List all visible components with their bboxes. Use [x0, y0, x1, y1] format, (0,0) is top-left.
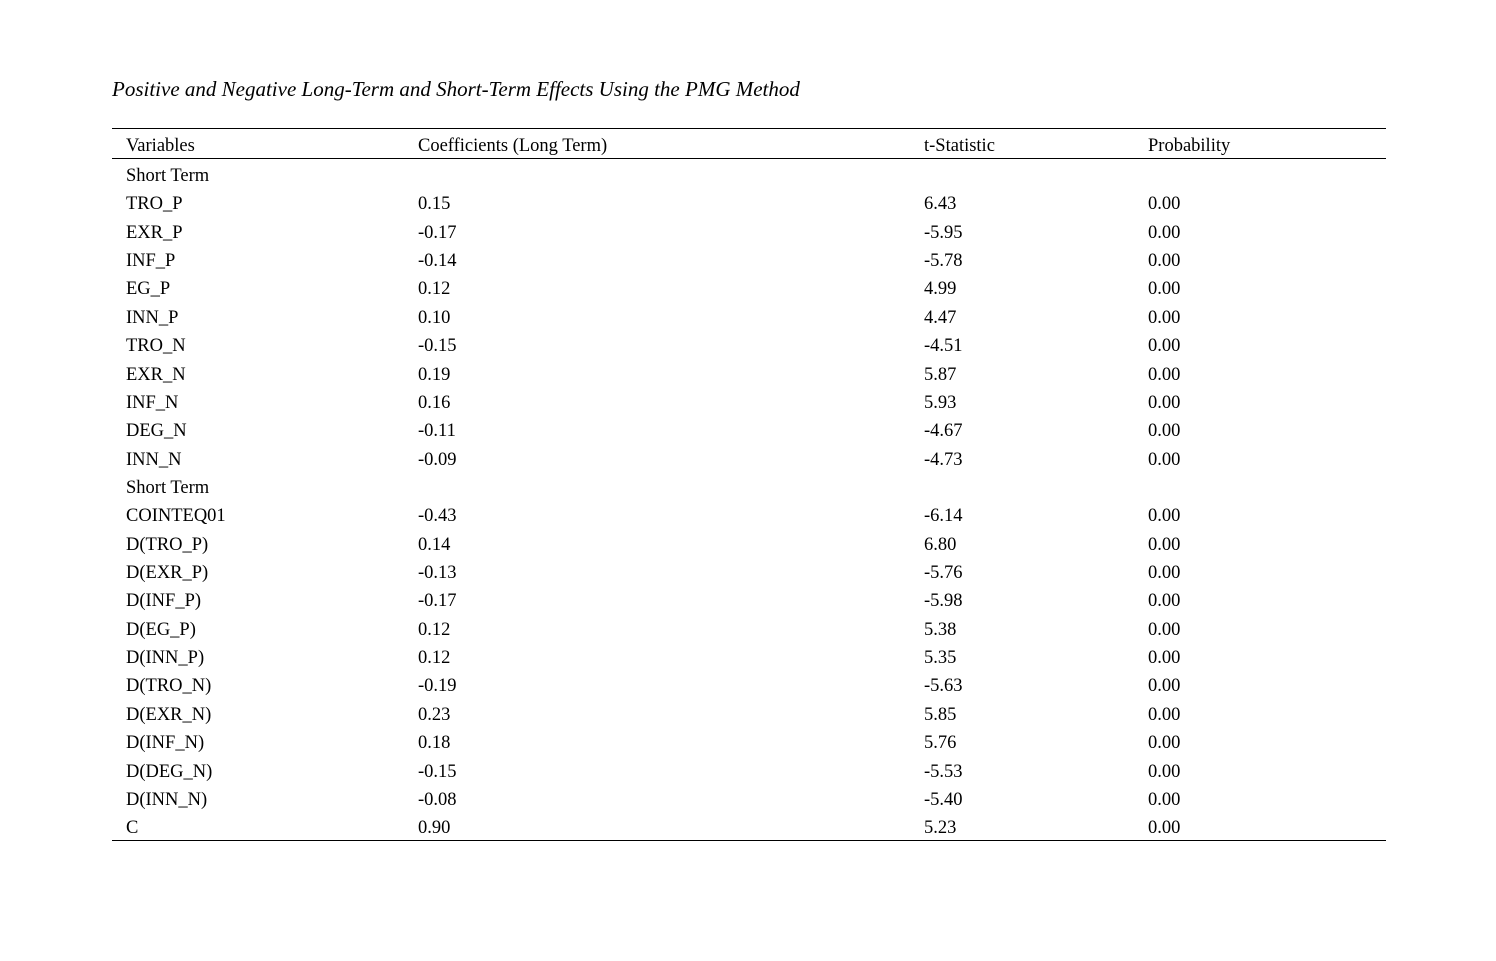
cell-variable: DEG_N [126, 421, 187, 442]
cell-coefficient: 0.10 [418, 307, 451, 328]
cell-probability: 0.00 [1148, 251, 1181, 272]
table-row [112, 244, 1386, 272]
cell-variable: EXR_N [126, 364, 186, 385]
cell-coefficient: -0.15 [418, 761, 457, 782]
table-row [112, 698, 1386, 726]
cell-probability: 0.00 [1148, 421, 1181, 442]
cell-variable: EXR_P [126, 222, 183, 243]
header-variables: Variables [126, 136, 195, 156]
cell-variable: INN_N [126, 449, 182, 470]
cell-coefficient: 0.12 [418, 648, 451, 669]
cell-probability: 0.00 [1148, 336, 1181, 357]
cell-coefficient: 0.19 [418, 364, 451, 385]
cell-probability: 0.00 [1148, 648, 1181, 669]
cell-t-statistic: -4.73 [924, 449, 963, 470]
cell-coefficient: 0.12 [418, 619, 451, 640]
cell-variable: D(TRO_P) [126, 534, 209, 555]
cell-coefficient: -0.09 [418, 449, 457, 470]
table-row [112, 358, 1386, 386]
table-row [112, 641, 1386, 669]
cell-t-statistic: 4.47 [924, 307, 957, 328]
cell-coefficient: -0.43 [418, 506, 457, 527]
cell-t-statistic: 5.87 [924, 364, 957, 385]
header-probability: Probability [1148, 136, 1231, 156]
cell-coefficient: -0.14 [418, 251, 457, 272]
cell-variable: COINTEQ01 [126, 506, 226, 527]
table-row [112, 159, 1386, 187]
cell-variable: INF_N [126, 392, 179, 413]
table-body [112, 159, 1386, 840]
cell-probability: 0.00 [1148, 563, 1181, 584]
cell-t-statistic: 5.85 [924, 704, 957, 725]
table-row [112, 499, 1386, 527]
cell-variable: Short Term [126, 166, 210, 186]
cell-probability: 0.00 [1148, 194, 1181, 215]
cell-variable: D(INF_N) [126, 733, 205, 754]
cell-t-statistic: 6.80 [924, 534, 957, 555]
cell-coefficient: 0.16 [418, 392, 451, 413]
cell-probability: 0.00 [1148, 392, 1181, 413]
cell-variable: D(INN_N) [126, 789, 208, 810]
cell-coefficient: -0.13 [418, 563, 457, 584]
cell-t-statistic: -6.14 [924, 506, 963, 527]
cell-probability: 0.00 [1148, 307, 1181, 328]
table-row [112, 669, 1386, 697]
cell-coefficient: -0.15 [418, 336, 457, 357]
table-row [112, 811, 1386, 839]
cell-variable: Short Term [126, 477, 210, 498]
cell-coefficient: -0.17 [418, 222, 457, 243]
cell-coefficient: -0.08 [418, 789, 457, 810]
cell-t-statistic: -5.76 [924, 563, 963, 584]
cell-probability: 0.00 [1148, 222, 1181, 243]
cell-variable: INN_P [126, 307, 179, 328]
cell-variable: INF_P [126, 251, 176, 272]
results-table [112, 128, 1386, 841]
cell-coefficient: 0.90 [418, 818, 451, 839]
cell-coefficient: -0.17 [418, 591, 457, 612]
table-row [112, 329, 1386, 357]
cell-t-statistic: 6.43 [924, 194, 957, 215]
cell-t-statistic: -5.63 [924, 676, 963, 697]
cell-t-statistic: 5.38 [924, 619, 957, 640]
cell-variable: EG_P [126, 279, 171, 300]
table-row [112, 556, 1386, 584]
cell-t-statistic: 5.93 [924, 392, 957, 413]
cell-variable: D(EXR_N) [126, 704, 212, 725]
cell-probability: 0.00 [1148, 761, 1181, 782]
table-row [112, 386, 1386, 414]
cell-variable: D(INF_P) [126, 591, 202, 612]
table-row [112, 528, 1386, 556]
cell-coefficient: 0.18 [418, 733, 451, 754]
cell-probability: 0.00 [1148, 591, 1181, 612]
cell-coefficient: 0.14 [418, 534, 451, 555]
cell-t-statistic: 4.99 [924, 279, 957, 300]
cell-probability: 0.00 [1148, 676, 1181, 697]
cell-t-statistic: 5.76 [924, 733, 957, 754]
cell-variable: D(EG_P) [126, 619, 196, 640]
table-header-row [112, 129, 1386, 159]
cell-probability: 0.00 [1148, 818, 1181, 839]
table-row [112, 272, 1386, 300]
table-row [112, 471, 1386, 499]
cell-variable: D(INN_P) [126, 648, 205, 669]
table-row [112, 301, 1386, 329]
cell-t-statistic: -5.98 [924, 591, 963, 612]
table-row [112, 187, 1386, 215]
table-row [112, 216, 1386, 244]
cell-variable: TRO_N [126, 336, 186, 357]
cell-variable: D(TRO_N) [126, 676, 212, 697]
table-row [112, 584, 1386, 612]
cell-probability: 0.00 [1148, 506, 1181, 527]
cell-coefficient: 0.23 [418, 704, 451, 725]
table-row [112, 613, 1386, 641]
cell-t-statistic: -5.40 [924, 789, 963, 810]
cell-t-statistic: -5.95 [924, 222, 963, 243]
table-row [112, 443, 1386, 471]
cell-coefficient: 0.15 [418, 194, 451, 215]
cell-probability: 0.00 [1148, 534, 1181, 555]
cell-t-statistic: -4.67 [924, 421, 963, 442]
cell-coefficient: -0.19 [418, 676, 457, 697]
header-t-statistic: t-Statistic [924, 136, 995, 156]
cell-variable: D(DEG_N) [126, 761, 213, 782]
table-row [112, 783, 1386, 811]
cell-probability: 0.00 [1148, 619, 1181, 640]
cell-variable: TRO_P [126, 194, 183, 215]
table-row [112, 414, 1386, 442]
cell-variable: D(EXR_P) [126, 563, 209, 584]
cell-variable: C [126, 818, 139, 839]
cell-t-statistic: -5.78 [924, 251, 963, 272]
table-row [112, 755, 1386, 783]
cell-probability: 0.00 [1148, 449, 1181, 470]
header-coefficients: Coefficients (Long Term) [418, 136, 608, 156]
cell-coefficient: -0.11 [418, 421, 456, 442]
cell-t-statistic: 5.35 [924, 648, 957, 669]
cell-probability: 0.00 [1148, 279, 1181, 300]
cell-t-statistic: -4.51 [924, 336, 963, 357]
cell-probability: 0.00 [1148, 704, 1181, 725]
table-caption: Positive and Negative Long-Term and Short-Term Effects Using the PMG Method [112, 77, 800, 101]
table-row [112, 726, 1386, 754]
cell-probability: 0.00 [1148, 733, 1181, 754]
cell-t-statistic: 5.23 [924, 818, 957, 839]
cell-t-statistic: -5.53 [924, 761, 963, 782]
cell-coefficient: 0.12 [418, 279, 451, 300]
cell-probability: 0.00 [1148, 789, 1181, 810]
cell-probability: 0.00 [1148, 364, 1181, 385]
